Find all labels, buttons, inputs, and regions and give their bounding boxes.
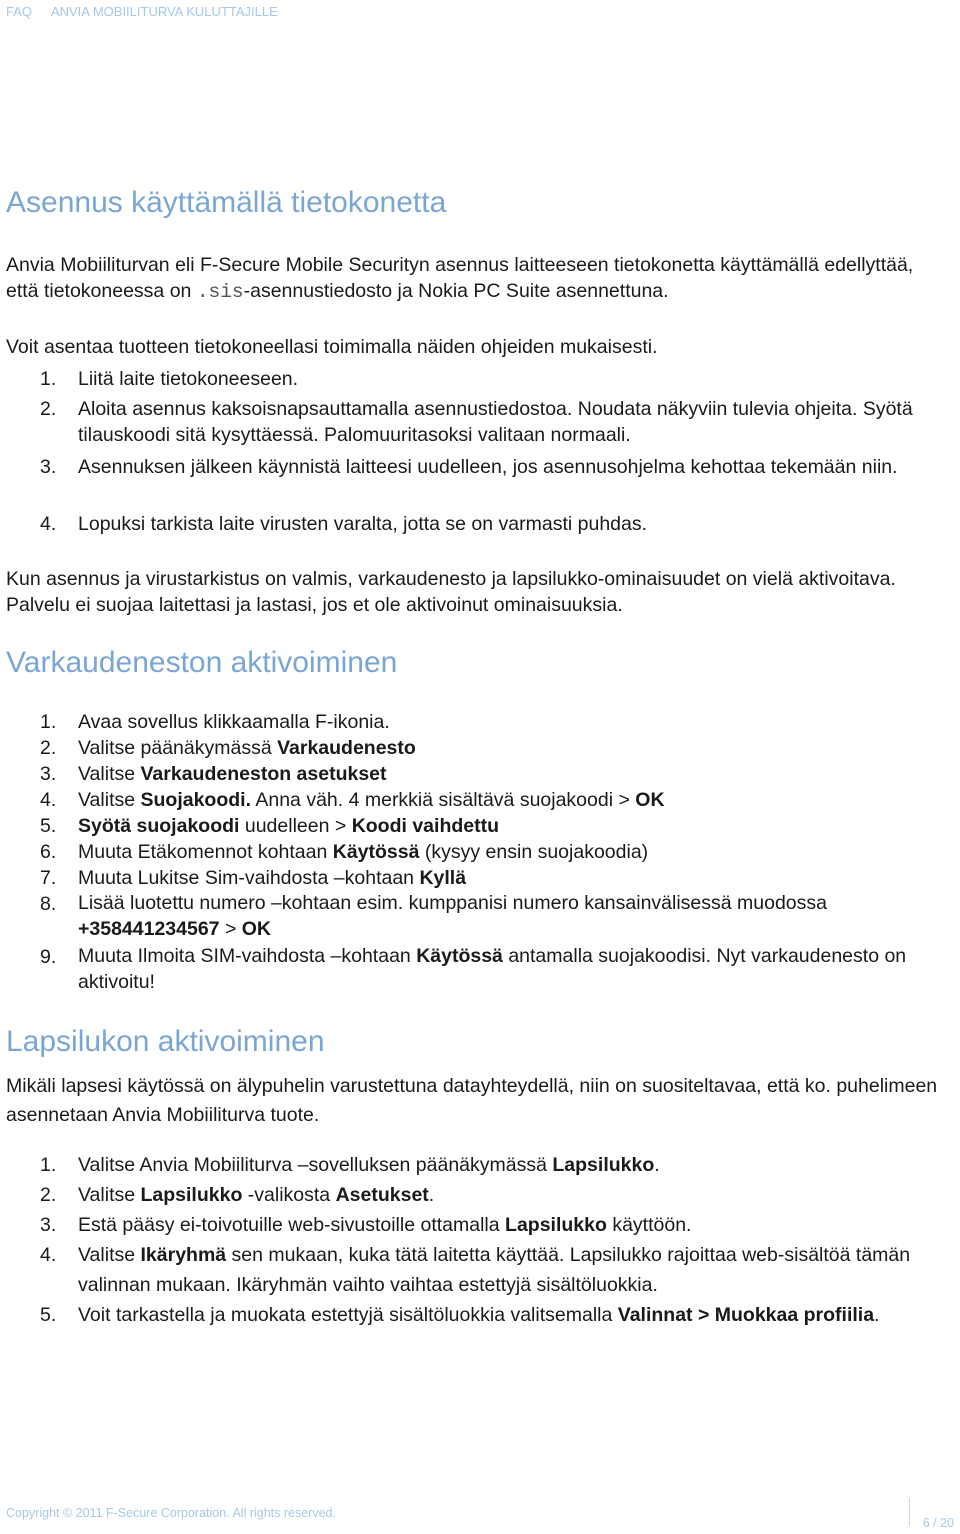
step-bold: Käytössä bbox=[416, 945, 503, 967]
step-text: Estä pääsy ei-toivotuille web-sivustoille ottamalla bbox=[78, 1214, 506, 1236]
parental-step bbox=[40, 1150, 930, 1180]
step-text: käyttöön. bbox=[606, 1214, 692, 1236]
page-number-text: 6 / 20 bbox=[922, 1516, 954, 1530]
step-bold: OK bbox=[635, 789, 665, 811]
antitheft-step bbox=[40, 864, 930, 892]
parental-step bbox=[40, 1180, 930, 1210]
step-number: 7. bbox=[40, 867, 57, 889]
step-number: 4. bbox=[40, 513, 57, 535]
parental-step bbox=[40, 1300, 930, 1330]
step-number: 5. bbox=[40, 1304, 57, 1326]
antitheft-step bbox=[40, 943, 930, 995]
antitheft-step bbox=[40, 812, 930, 840]
heading-parental-control: Lapsilukon aktivoiminen bbox=[6, 1025, 325, 1058]
step-bold: Varkaudenesto bbox=[277, 737, 416, 759]
step-text: Muuta Ilmoita SIM-vaihdosta –kohtaan bbox=[78, 945, 417, 967]
step-text: -valikosta bbox=[242, 1184, 336, 1206]
step-text: . bbox=[654, 1154, 660, 1176]
step-bold: Valinnat > Muokkaa profiilia bbox=[617, 1304, 875, 1326]
step-text: Valitse bbox=[78, 1244, 141, 1266]
step-text: Valitse bbox=[78, 763, 141, 785]
parental-step bbox=[40, 1210, 930, 1240]
step-bold: Syötä suojakoodi bbox=[78, 815, 240, 837]
step-text: Muuta Etäkomennot kohtaan bbox=[78, 841, 333, 863]
antitheft-step bbox=[40, 838, 930, 866]
step-text: Valitse bbox=[78, 789, 141, 811]
footer-copyright: Copyright © 2011 F-Secure Corporation. All rights reserved. bbox=[6, 1506, 336, 1520]
antitheft-step bbox=[40, 734, 930, 762]
heading-antitheft: Varkaudeneston aktivoiminen bbox=[6, 646, 398, 679]
step-text: . bbox=[428, 1184, 435, 1206]
step-number: 8. bbox=[40, 893, 57, 915]
intro-text-b: -asennustiedosto ja Nokia PC Suite asennettuna. bbox=[243, 280, 669, 302]
step-bold: Lapsilukko bbox=[505, 1214, 607, 1236]
install-step bbox=[40, 396, 930, 448]
step-bold: Asetukset bbox=[335, 1184, 429, 1206]
outro-paragraph: Kun asennus ja virustarkistus on valmis, varkaudenesto ja lapsilukko-ominaisuudet on vielä aktivoitava. Palvelu ei suojaa laitettasi ja lastasi, jos et ole aktivoinut ominaisuuksia. bbox=[6, 568, 896, 616]
step-text: sen mukaan, kuka tätä laitetta käyttää. Lapsilukko rajoittaa web-sisältöä tämän valinnan mukaan. Ikäryhmän vaihto vaihtaa estettyjä sisältöluokkia. bbox=[78, 1244, 911, 1296]
header-faq: FAQ bbox=[6, 4, 33, 19]
step-text: Aloita asennus kaksoisnapsauttamalla asennustiedostoa. Noudata näkyviin tulevia ohjeita. Syötä tilauskoodi sitä kysyttäessä. Palomuuritasoksi valitaan normaali. bbox=[78, 398, 913, 446]
heading-installation: Asennus käyttämällä tietokonetta bbox=[6, 186, 447, 219]
step-number: 2. bbox=[40, 737, 57, 759]
install-step bbox=[40, 511, 930, 537]
step-bold: OK bbox=[241, 918, 272, 940]
step-bold: Lapsilukko bbox=[140, 1184, 243, 1206]
step-bold: Varkaudeneston asetukset bbox=[140, 763, 387, 785]
step-number: 3. bbox=[40, 456, 57, 478]
step-bold: Käytössä bbox=[332, 841, 420, 863]
page-number-divider bbox=[909, 1498, 910, 1526]
step-text: Valitse päänäkymässä bbox=[78, 737, 278, 759]
step-number: 9. bbox=[40, 946, 57, 968]
step-text: (kysyy ensin suojakoodia) bbox=[419, 841, 649, 863]
step-number: 4. bbox=[40, 789, 57, 811]
step-bold: +358441234567 bbox=[78, 918, 220, 940]
step-text: Valitse Anvia Mobiiliturva –sovelluksen päänäkymässä bbox=[78, 1154, 553, 1176]
step-number: 5. bbox=[40, 815, 57, 837]
step-text: uudelleen > bbox=[239, 815, 352, 837]
step-number: 1. bbox=[40, 711, 57, 733]
step-text: > bbox=[219, 918, 242, 940]
step-text: antamalla suojakoodisi. Nyt varkaudenesto on aktivoitu! bbox=[78, 945, 907, 993]
antitheft-step bbox=[40, 786, 930, 814]
step-text: Voit tarkastella ja muokata estettyjä sisältöluokkia valitsemalla bbox=[78, 1304, 618, 1326]
intro-paragraph bbox=[6, 252, 946, 305]
step-number: 3. bbox=[40, 1214, 57, 1236]
step-text: Asennuksen jälkeen käynnistä laitteesi uudelleen, jos asennusohjelma kehottaa tekemään niin. bbox=[78, 456, 898, 478]
step-bold: Kyllä bbox=[419, 867, 467, 889]
step-number: 6. bbox=[40, 841, 57, 863]
step-text: Lisää luotettu numero –kohtaan esim. kumppanisi numero kansainvälisessä muodossa bbox=[78, 892, 827, 914]
header-title: ANVIA MOBIILITURVA KULUTTAJILLE bbox=[50, 4, 278, 19]
step-bold: Koodi vaihdettu bbox=[351, 815, 500, 837]
install-step bbox=[40, 366, 930, 392]
page-number bbox=[923, 1516, 954, 1530]
step-text: Liitä laite tietokoneeseen. bbox=[78, 368, 299, 390]
step-text: . bbox=[874, 1304, 880, 1326]
step-number: 2. bbox=[40, 1184, 57, 1206]
step-number: 4. bbox=[40, 1244, 57, 1266]
intro-text-a: Anvia Mobiiliturvan eli F-Secure Mobile Securityn asennus laitteeseen tietokonetta käyttämällä edellyttää, että tietokoneessa on bbox=[6, 254, 914, 302]
step-number: 3. bbox=[40, 763, 57, 785]
parental-step bbox=[40, 1240, 930, 1300]
step-bold: Lapsilukko bbox=[552, 1154, 655, 1176]
step-number: 1. bbox=[40, 1154, 57, 1176]
step-text: Anna väh. 4 merkkiä sisältävä suojakoodi > bbox=[251, 789, 636, 811]
page-header bbox=[6, 4, 294, 19]
step-text: Muuta Lukitse Sim-vaihdosta –kohtaan bbox=[78, 867, 420, 889]
step-number: 2. bbox=[40, 398, 57, 420]
step-text: Valitse bbox=[78, 1184, 141, 1206]
install-step bbox=[40, 454, 930, 480]
step-number: 1. bbox=[40, 368, 57, 390]
step-bold: Suojakoodi. bbox=[140, 789, 252, 811]
antitheft-step bbox=[40, 760, 930, 788]
antitheft-step bbox=[40, 708, 930, 736]
antitheft-step bbox=[40, 890, 930, 942]
parental-intro: Mikäli lapsesi käytössä on älypuhelin varustettuna datayhteydellä, niin on suositeltavaa, että ko. puhelimeen asennetaan Anvia Mobiiliturva tuote. bbox=[6, 1075, 938, 1126]
lead-paragraph: Voit asentaa tuotteen tietokoneellasi toimimalla näiden ohjeiden mukaisesti. bbox=[6, 336, 658, 358]
step-bold: Ikäryhmä bbox=[140, 1244, 227, 1266]
intro-code: .sis bbox=[196, 281, 244, 303]
step-text: Lopuksi tarkista laite virusten varalta, jotta se on varmasti puhdas. bbox=[78, 513, 648, 535]
step-text: Avaa sovellus klikkaamalla F-ikonia. bbox=[78, 711, 390, 733]
